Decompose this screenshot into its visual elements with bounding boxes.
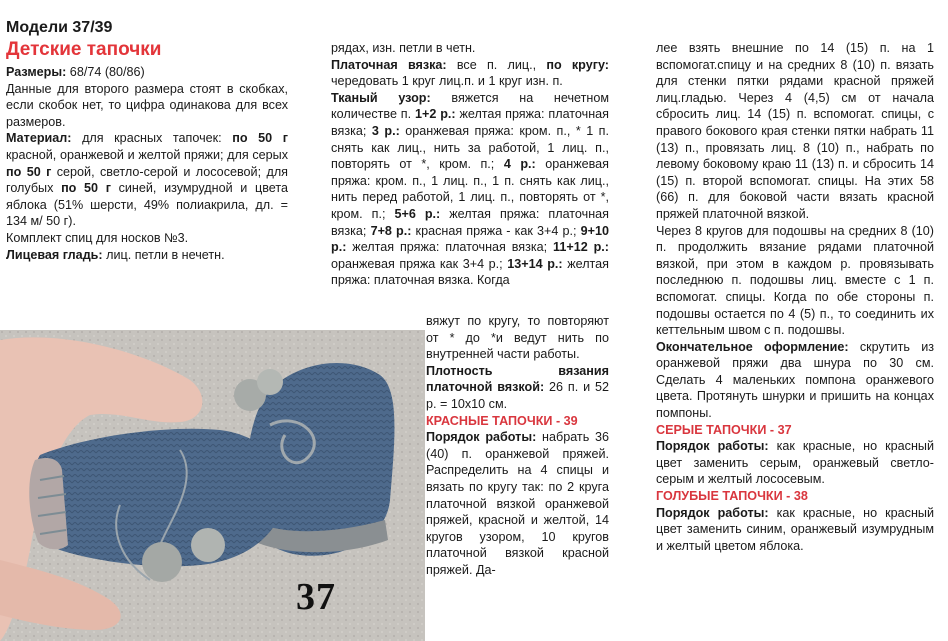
middle-column-lower: [426, 313, 609, 579]
round-knitting-note: вяжут по кругу, то повторяют от * до *и ведут нить по внутренней части работы.: [426, 314, 609, 362]
stockinette-paragraph: Лицевая гладь: лиц. петли в нечетн.: [6, 247, 225, 262]
red-order-paragraph: Порядок работы: набрать 36 (40) п. оранжевой пряжей. Распределить на 4 спицы и вязать по кругу так: по 2 круга платочной вязкой оранжевой пряжей, красной и желтой, 14 кругов узором, 10 кругов платочной вязкой красной пряжей. Да-: [426, 430, 609, 577]
slippers-photo: [0, 330, 425, 641]
stockinette-continued: рядах, изн. петли в четн.: [331, 41, 476, 55]
sizes-note: Данные для второго размера стоят в скобках, если скобок нет, то цифра одинакова для всех размеров.: [6, 81, 288, 129]
garter-paragraph: Платочная вязка: все п. лиц., по кругу: чередовать 1 круг лиц.п. и 1 круг изн. п.: [331, 57, 609, 89]
needles-paragraph: Комплект спиц для носков №3.: [6, 230, 189, 245]
pompom-bottom-2: [191, 528, 225, 562]
pompom-top-2: [257, 369, 283, 395]
right-column: [656, 40, 934, 554]
pompom-bottom: [142, 542, 182, 582]
blue-order-paragraph: Порядок работы: как красные, но красный цвет заменить синим, оранжевый изумрудным и желтый цветом яблока.: [656, 505, 934, 553]
finishing-paragraph: Окончательное оформление: скрутить из оранжевой пряжи два шнура по 30 см. Сделать 4 маленьких помпона оранжевого цвета. Протянуть шнурки и пришить на концах помпоны.: [656, 339, 935, 421]
page-title: Детские тапочки: [6, 39, 162, 60]
blue-slippers-heading: ГОЛУБЫЕ ТАПОЧКИ - 38: [656, 489, 808, 504]
sole-paragraph: Через 8 кругов для подошвы на средних 8 (10) п. продолжить вязание рядами платочной вязкой, при этом в каждом р. провязывать последнюю п. подошвы лиц. вместе с 1 п. вспомогат. спицы. Когда по обе стороны п. подошвы остается по 4 (5) п., то соединить их кеттельным швом с п. подошвы.: [656, 223, 934, 338]
red-slippers-heading: КРАСНЫЕ ТАПОЧКИ - 39: [426, 413, 578, 428]
gray-order-paragraph: Порядок работы: как красные, но красный цвет заменить серым, оранжевый светло-серым и желтый лососевым.: [656, 439, 934, 487]
middle-column: [331, 40, 609, 289]
model-label: Модели 37/39: [6, 19, 113, 36]
material-paragraph: Материал: для красных тапочек: по 50 г красной, оранжевой и желтой пряжи; для серых по 50 г серой, светло-серой и лососевой; для голубых по 50 г синей, изумрудной и цвета яблока (51% шерсти, 49% полиакрила, дл. = 134 м/ 50 г).: [6, 131, 288, 229]
sizes-paragraph: Размеры: 68/74 (80/86): [6, 65, 145, 79]
heel-paragraph: лее взять внешние по 14 (15) п. на 1 вспомогат.спицу и на средних 8 (10) п. вязать для стенки пятки рядами красной пряжей лиц.гладью. Через 4 (4,5) см от начала сбросить лиц. 14 (15) п. вспомогат. спицы, с правого бокового края стенки пятки набрать 11 (13) п., провязать лиц. 8 (10) п., набрать по левому боковому краю 11 (13) п. и сбросить 14 (15) п. второй вспомогат. спицы. На этих 58 (66) п. для боковой части вязать красной пряжей платочной вязкой.: [656, 41, 934, 221]
gray-slippers-heading: СЕРЫЕ ТАПОЧКИ - 37: [656, 422, 792, 437]
density-paragraph: Плотность вязания платочной вязкой: 26 п. и 52 р. = 10х10 см.: [426, 363, 609, 411]
page-number: 37: [296, 576, 336, 618]
left-column: [6, 18, 288, 263]
woven-pattern-paragraph: Тканый узор: вяжется на нечетном количестве п. 1+2 р.: желтая пряжа: платочная вязка; 3 р.: оранжевая пряжа: кром. п., * 1 п. снять как лиц., нить за работой, 1 лиц. п., повторять от *, кром. п.; 4 р.: оранжевая пряжа: кром. п., 1 лиц. п., 1 п. снять как лиц., нить перед работой, 1 лиц. п., повторять от *, кром. п.; 5+6 р.: желтая пряжа: платочная вязка; 7+8 р.: красная пряжа - как 3+4 р.; 9+10 р.: желтая пряжа: платочная вязка; 11+12 р.: оранжевая пряжа как 3+4 р.; 13+14 р.: желтая пряжа: платочная вязка. Когда: [331, 90, 610, 288]
slippers-illustration: [0, 330, 425, 641]
